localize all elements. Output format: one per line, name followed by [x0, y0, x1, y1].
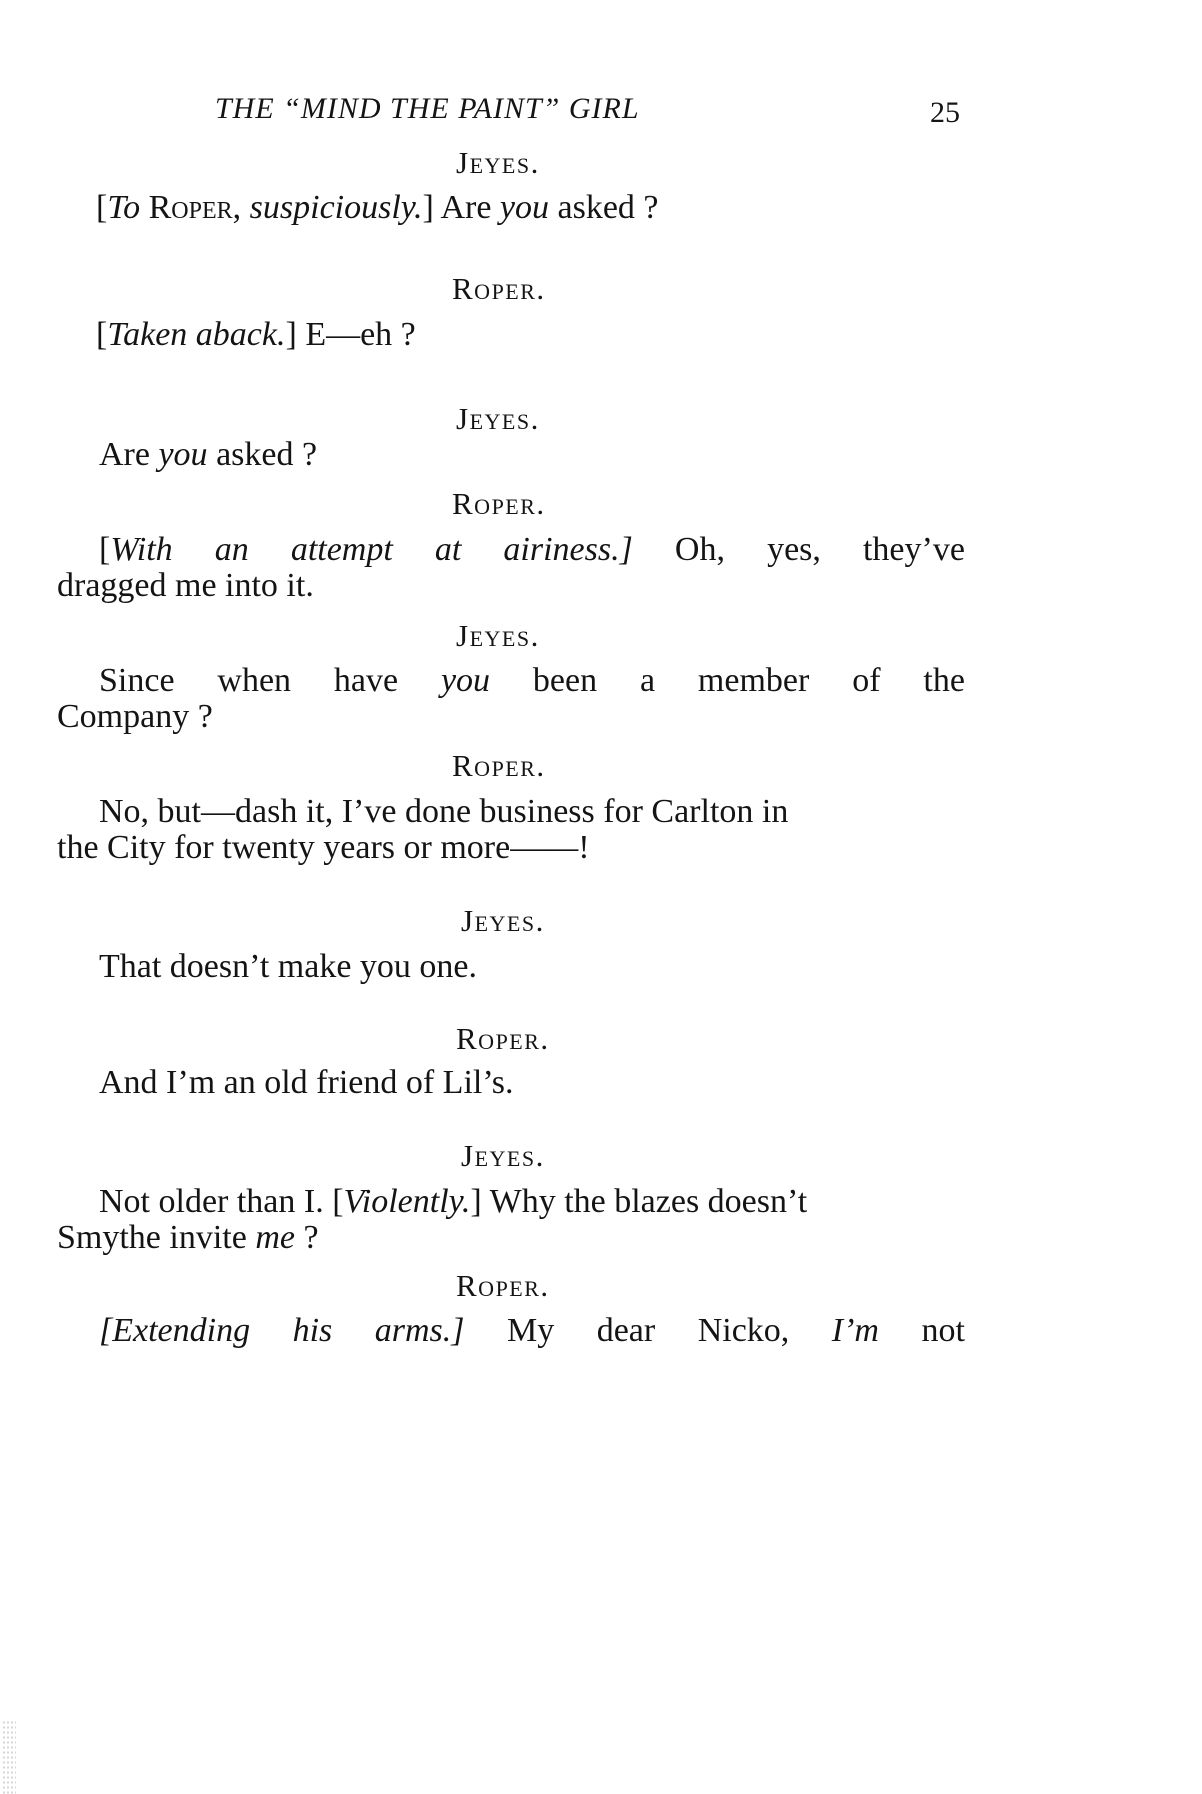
dialogue-line: [With an attempt at airiness.] Oh, yes, they’ve [99, 531, 965, 568]
speaker-name: Jeyes. [456, 401, 540, 436]
speaker-name: Jeyes. [456, 618, 540, 653]
dialogue-line: dragged me into it. [57, 567, 314, 604]
dialogue-line: That doesn’t make you one. [99, 948, 478, 985]
dialogue-line: Company ? [57, 698, 213, 735]
dialogue-line: No, but—dash it, I’ve done business for Carlton in [99, 793, 789, 830]
dialogue-line: Not older than I. [Violently.] Why the blazes doesn’t [99, 1183, 808, 1220]
speaker-name: Roper. [456, 1268, 550, 1303]
speaker-name: Roper. [452, 486, 546, 521]
speaker-name: Roper. [456, 1021, 550, 1056]
page-number: 25 [930, 96, 960, 129]
speaker-name: Jeyes. [456, 145, 540, 180]
page-edge-specks [2, 1720, 16, 1794]
dialogue-line: Since when have you been a member of the [99, 662, 965, 699]
dialogue-line: Smythe invite me ? [57, 1219, 319, 1256]
dialogue-line: [Extending his arms.] My dear Nicko, I’m not [99, 1312, 965, 1349]
dialogue-line: Are you asked ? [99, 436, 318, 473]
speaker-name: Roper. [452, 271, 546, 306]
speaker-name: Roper. [452, 748, 546, 783]
speaker-name: Jeyes. [461, 1138, 545, 1173]
dialogue-line: [To Roper, suspiciously.] Are you asked ? [96, 189, 659, 226]
dialogue-line: [Taken aback.] E—eh ? [96, 316, 416, 353]
speaker-name: Jeyes. [461, 903, 545, 938]
dialogue-line: the City for twenty years or more——! [57, 829, 590, 866]
dialogue-line: And I’m an old friend of Lil’s. [99, 1064, 514, 1101]
running-head: THE “MIND THE PAINT” GIRL [215, 92, 640, 125]
